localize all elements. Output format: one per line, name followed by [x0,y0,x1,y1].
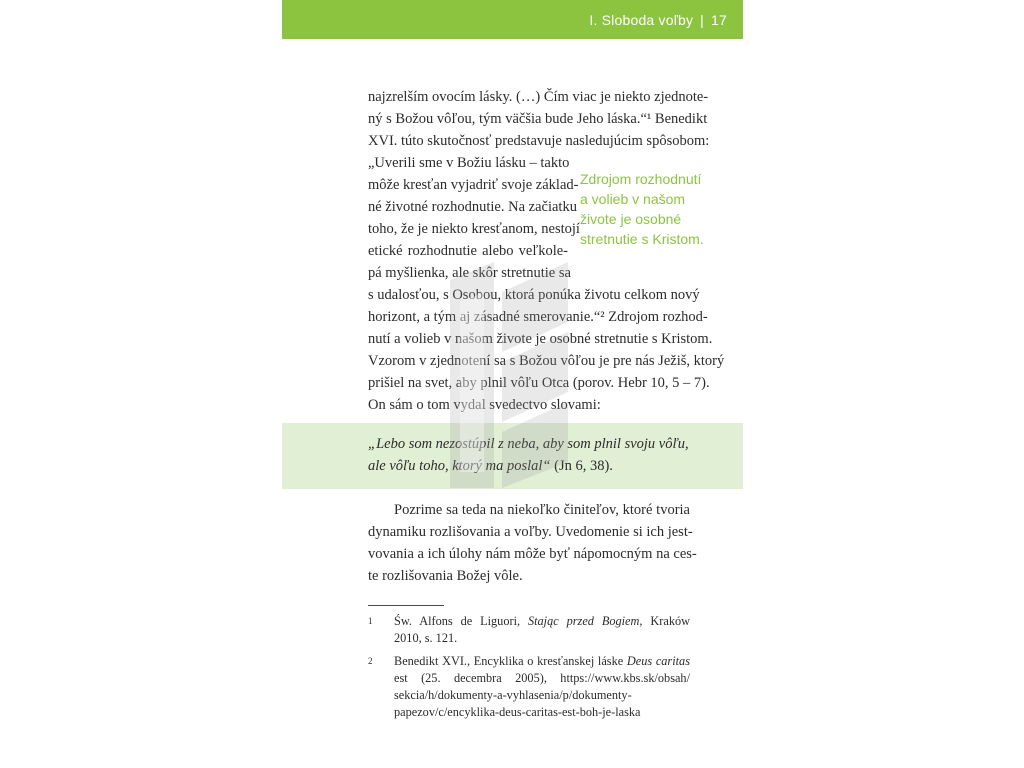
text-line: „Uverili sme v Božiu lásku – takto [368,155,570,171]
footnote-number: 2 [368,656,373,666]
bible-reference: (Jn 6, 38). [550,458,613,474]
footnote-italic: Deus caritas [626,654,690,668]
footnote-line [394,613,690,630]
text-line: horizont, a tým aj zásadné smerovanie.“² Zdrojom rozhod- [368,309,708,325]
footnote-line: papezov/c/encyklika-deus-caritas-est-boh-je-laska [394,705,641,719]
running-header [589,12,727,28]
footnote-divider [368,605,444,606]
pull-quote [580,169,730,249]
footnote-text: 2010, s. 121. [394,631,458,645]
text-line: najzrelším ovocím lásky. (…) Čím viac je niekto zjednote- [368,89,709,105]
text-line: prišiel na svet, aby plnil vôľu Otca (porov. Hebr 10, 5 – 7). [368,375,710,391]
text-line: s udalosťou, s Osobou, ktorá ponúka životu celkom nový [368,287,700,303]
bible-quote-italic: ale vôľu toho, ktorý ma poslal“ [368,458,551,474]
footnote-2 [368,653,690,721]
footnote-line: est (25. decembra 2005), https://www.kbs.sk/obsah/ [394,671,690,685]
pull-quote-line: živote je osobné [580,211,682,227]
chapter-title: I. Sloboda voľby [589,12,694,28]
page-header-bar [282,0,743,39]
footnote-text: Św. Alfons de Liguori, [394,614,528,628]
paragraph-1-opening [368,86,710,152]
pull-quote-line: a volieb v našom [580,191,686,207]
text-line: Vzorom v zjednotení sa s Božou vôľou je pre nás Ježiš, ktorý [368,353,725,369]
text-line: Pozrime sa teda na niekoľko činiteľov, ktoré tvoria [394,502,690,518]
footnotes [368,613,690,727]
paragraph-2 [368,499,697,587]
footnote-number: 1 [368,616,373,626]
bible-quote [368,433,690,477]
text-line: On sám o tom vydal svedectvo slovami: [368,397,601,413]
book-page [282,0,743,768]
text-line: XVI. túto skutočnosť predstavuje nasledujúcim spôsobom: [368,133,710,149]
footnote-line [394,630,690,647]
footnote-line: sekcia/h/dokumenty-a-vyhlasenia/p/dokumenty- [394,688,632,702]
header-separator: | [700,12,705,28]
text-line: né životné rozhodnutie. Na začiatku [368,199,577,215]
bible-quote-italic: „Lebo som nezostúpil z neba, aby som plnil svoju vôľu, [368,436,689,452]
text-line: môže kresťan vyjadriť svoje základ- [368,177,579,193]
footnote-1 [368,613,690,647]
text-line: te rozlišovania Božej vôle. [368,568,523,584]
text-line: toho, že je niekto kresťanom, nestojí [368,221,580,237]
page-number: 17 [711,12,727,28]
text-line: nutí a volieb v našom živote je osobné stretnutie s Kristom. [368,331,713,347]
footnote-text: Benedikt XVI., Encyklika o kresťanskej láske [394,654,627,668]
footnote-text: , Kraków [639,614,690,628]
text-line: etické rozhodnutie alebo veľkole- [368,243,568,259]
bible-quote-line-1 [368,433,690,455]
paragraph-1-continuation [368,284,725,416]
pull-quote-line: stretnutie s Kristom. [580,231,704,247]
footnote-line [394,653,690,670]
text-line: dynamiku rozlišovania a voľby. Uvedomenie si ich jest- [368,524,693,540]
text-line: vovania a ich úlohy nám môže byť nápomocným na ces- [368,546,697,562]
bible-quote-line-2 [368,455,690,477]
text-line: pá myšlienka, ale skôr stretnutie sa [368,265,571,281]
paragraph-1-wrapped-quote [368,152,580,284]
pull-quote-line: Zdrojom rozhodnutí [580,171,702,187]
footnote-italic: Stając przed Bogiem [527,614,640,628]
text-line: ný s Božou vôľou, tým väčšia bude Jeho láska.“¹ Benedikt [368,111,708,127]
